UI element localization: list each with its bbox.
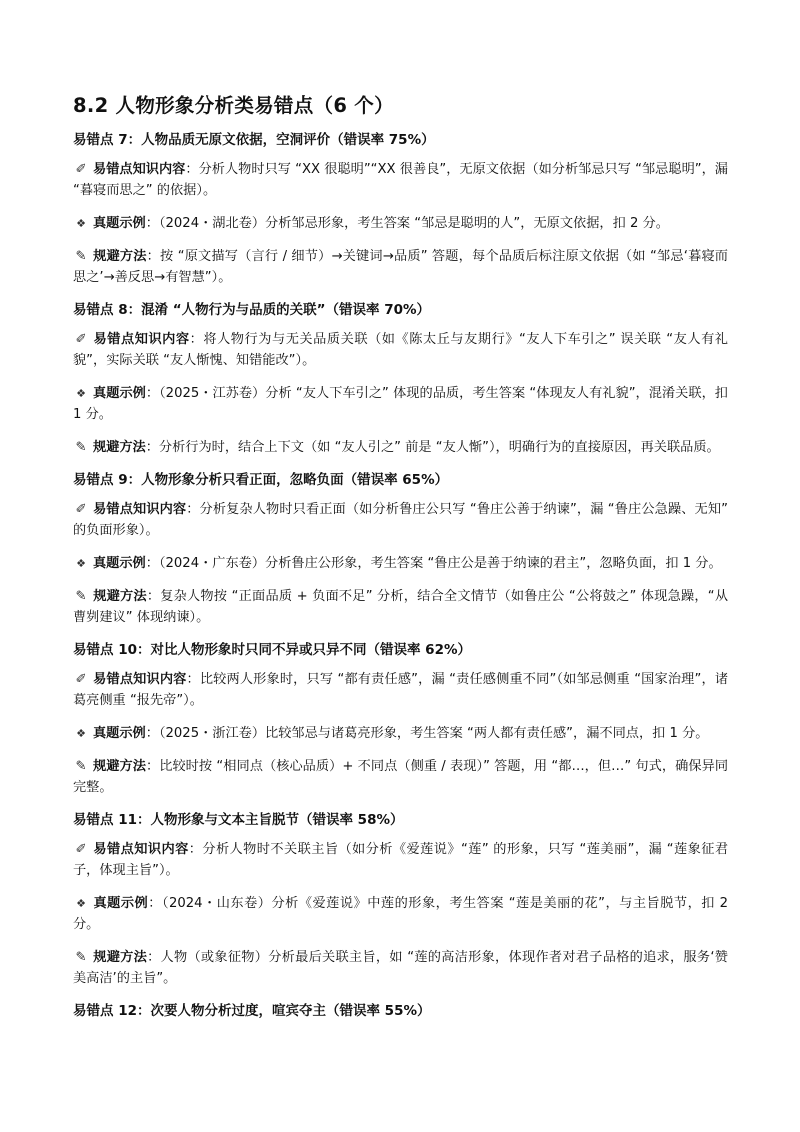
diamond-icon: ❖ [76,897,86,910]
error-point-block [73,810,728,989]
example-paragraph [73,553,728,574]
error-point-block [73,130,728,288]
method-label: 规避方法 [93,249,147,264]
method-label: 规避方法 [93,589,147,604]
example-label: 真题示例 [93,386,146,401]
example-text: ：（2024・广东卷）分析鲁庄公形象，考生答案 “鲁庄公是善于纳谏的君主”，忽略负面，扣 1 分。 [145,556,722,571]
knowledge-text: ：分析复杂人物时只看正面（如分析鲁庄公只写 “鲁庄公善于纳谏”，漏 “鲁庄公急躁、无知” 的负面形象）。 [73,502,728,538]
method-paragraph [73,947,728,989]
knowledge-label: 易错点知识内容 [93,332,190,347]
knowledge-label: 易错点知识内容 [93,162,186,177]
method-label: 规避方法 [93,950,148,965]
example-text: ：（2025・江苏卷）分析 “友人下车引之” 体现的品质，考生答案 “体现友人有礼貌”，混淆关联，扣 1 分。 [73,386,728,422]
example-text: ：（2024・湖北卷）分析邹忌形象，考生答案 “邹忌是聪明的人”，无原文依据，扣 2 分。 [145,216,669,231]
pencil-icon: ✐ [75,502,87,517]
knowledge-paragraph [73,499,728,541]
knowledge-text: ：比较两人形象时，只写 “都有责任感”，漏 “责任感侧重不同”（如邹忌侧重 “国家治理”，诸葛亮侧重 “报先帝”）。 [73,672,729,708]
example-text: ：（2024・山东卷）分析《爱莲说》中莲的形象，考生答案 “莲是美丽的花”，与主旨脱节，扣 2 分。 [73,896,729,932]
error-point-title: 易错点 10：对比人物形象时只同不异或只异不同（错误率 62%） [73,642,471,658]
error-point-block [73,470,728,628]
diamond-icon: ❖ [76,727,86,740]
error-point-title: 易错点 8：混淆 “人物行为与品质的关联”（错误率 70%） [73,302,431,318]
method-text: ：复杂人物按 “正面品质 + 负面不足” 分析，结合全文情节（如鲁庄公 “公将鼓之” 体现急躁，“从曹刿建议” 体现纳谏）。 [73,589,729,625]
method-paragraph [73,246,728,288]
error-point-block [73,1001,728,1021]
method-paragraph [73,586,728,628]
diamond-icon: ❖ [76,387,86,400]
pencil-icon: ✐ [75,672,87,687]
example-paragraph [73,213,728,234]
method-label: 规避方法 [93,759,146,774]
pen-icon: ✎ [75,249,87,264]
error-point-title: 易错点 7：人物品质无原文依据，空洞评价（错误率 75%） [73,132,435,148]
example-label: 真题示例 [93,726,146,741]
example-text: ：（2025・浙江卷）比较邹忌与诸葛亮形象，考生答案 “两人都有责任感”，漏不同点，扣 1 分。 [145,726,709,741]
method-paragraph [73,437,728,458]
pencil-icon: ✐ [75,842,87,857]
example-label: 真题示例 [93,556,146,571]
pen-icon: ✎ [75,589,87,604]
pen-icon: ✎ [75,950,87,965]
knowledge-label: 易错点知识内容 [93,502,187,517]
error-point-title: 易错点 12：次要人物分析过度，喧宾夺主（错误率 55%） [73,1003,431,1019]
method-paragraph [73,756,728,798]
example-label: 真题示例 [93,216,146,231]
example-paragraph [73,723,728,744]
error-point-block [73,300,728,458]
pen-icon: ✎ [75,440,87,455]
diamond-icon: ❖ [76,217,86,230]
method-text: ：比较时按 “相同点（核心品质）+ 不同点（侧重 / 表现）” 答题，用 “都…，但…” 句式，确保异同完整。 [73,759,728,795]
knowledge-text: ：分析人物时不关联主旨（如分析《爱莲说》“莲” 的形象，只写 “莲美丽”，漏 “莲象征君子，体现主旨”）。 [73,842,729,878]
knowledge-text: ：将人物行为与无关品质关联（如《陈太丘与友期行》“友人下车引之” 误关联 “友人有礼貌”，实际关联 “友人惭愧、知错能改”）。 [73,332,728,368]
method-text: ：人物（或象征物）分析最后关联主旨，如 “莲的高洁形象，体现作者对君子品格的追求，服务‘赞美高洁’的主旨”。 [73,950,728,986]
diamond-icon: ❖ [76,557,86,570]
pencil-icon: ✐ [75,162,87,177]
knowledge-label: 易错点知识内容 [93,842,189,857]
knowledge-text: ：分析人物时只写 “XX 很聪明”“XX 很善良”，无原文依据（如分析邹忌只写 “邹忌聪明”，漏 “暮寝而思之” 的依据）。 [73,162,728,198]
section-title: 8.2 人物形象分析类易错点（6 个） [73,94,394,117]
method-text: ：分析行为时，结合上下文（如 “友人引之” 前是 “友人惭”），明确行为的直接原因，再关联品质。 [145,440,720,455]
method-text: ：按 “原文描写（言行 / 细节）→关键词→品质” 答题，每个品质后标注原文依据（如 “邹忌‘暮寝而思之’→善反思→有智慧”）。 [73,249,728,285]
error-point-block [73,640,728,798]
error-point-title: 易错点 9：人物形象分析只看正面，忽略负面（错误率 65%） [73,472,449,488]
knowledge-label: 易错点知识内容 [93,672,187,687]
method-label: 规避方法 [93,440,146,455]
example-label: 真题示例 [93,896,149,911]
error-point-title: 易错点 11：人物形象与文本主旨脱节（错误率 58%） [73,812,404,828]
knowledge-paragraph [73,669,728,711]
knowledge-paragraph [73,159,728,201]
example-paragraph [73,383,728,425]
pen-icon: ✎ [75,759,87,774]
knowledge-paragraph [73,329,728,371]
knowledge-paragraph [73,839,728,881]
example-paragraph [73,893,728,935]
pencil-icon: ✐ [75,332,87,347]
